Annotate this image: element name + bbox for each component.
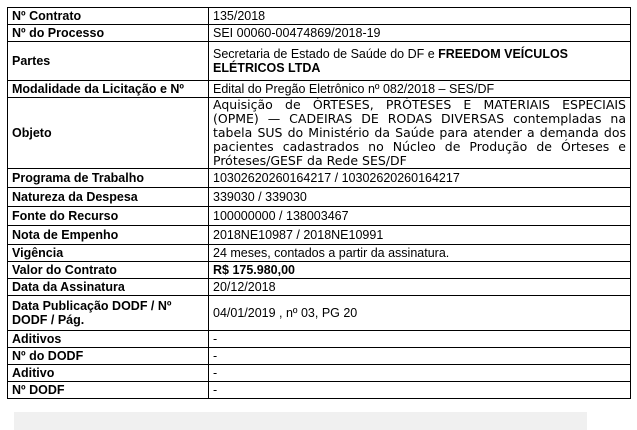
row-objeto [8,98,631,169]
value-aditivos: - [209,331,631,348]
label-valor: Valor do Contrato [8,262,209,279]
value-dodf2: - [209,382,631,399]
value-valor: R$ 175.980,00 [209,262,631,279]
label-fonte: Fonte do Recurso [8,207,209,226]
row-publicacao [8,296,631,331]
value-empenho: 2018NE10987 / 2018NE10991 [209,226,631,245]
row-fonte [8,207,631,226]
value-natureza: 339030 / 339030 [209,188,631,207]
row-vigencia [8,245,631,262]
partes-prefix: Secretaria de Estado de Saúde do DF e [213,47,439,61]
partes-company: FREEDOM VEÍCULOS ELÉTRICOS LTDA [213,47,569,75]
label-dodf1: Nº do DODF [8,348,209,365]
value-dodf1: - [209,348,631,365]
row-valor [8,262,631,279]
label-assinatura: Data da Assinatura [8,279,209,296]
label-objeto: Objeto [8,98,209,169]
label-publicacao: Data Publicação DODF / Nº DODF / Pág. [8,296,209,331]
value-aditivo: - [209,365,631,382]
row-dodf2 [8,382,631,399]
value-partes [209,42,631,81]
row-processo [8,25,631,42]
value-programa: 10302620260164217 / 10302620260164217 [209,169,631,188]
value-publicacao: 04/01/2019 , nº 03, PG 20 [209,296,631,331]
row-dodf1 [8,348,631,365]
label-contrato: Nº Contrato [8,8,209,25]
value-contrato: 135/2018 [209,8,631,25]
label-empenho: Nota de Empenho [8,226,209,245]
row-programa [8,169,631,188]
label-modalidade: Modalidade da Licitação e Nº [8,81,209,98]
value-modalidade: Edital do Pregão Eletrônico nº 082/2018 – SES/DF [209,81,631,98]
row-partes [8,42,631,81]
label-aditivo: Aditivo [8,365,209,382]
row-empenho [8,226,631,245]
row-assinatura [8,279,631,296]
label-processo: Nº do Processo [8,25,209,42]
value-assinatura: 20/12/2018 [209,279,631,296]
label-programa: Programa de Trabalho [8,169,209,188]
row-contrato [8,8,631,25]
value-processo: SEI 00060-00474869/2018-19 [209,25,631,42]
value-objeto: Aquisição de ÓRTESES, PRÓTESES E MATERIAIS ESPECIAIS (OPME) — CADEIRAS DE RODAS DIVERSAS contempladas na tabela SUS do Ministério da Saúde para atender a demanda dos pacientes cadastrados no Núcleo de Produção de Órteses e Próteses/GESF da Rede SES/DF [209,98,631,169]
row-aditivos [8,331,631,348]
row-modalidade [8,81,631,98]
contract-table [7,7,631,399]
value-vigencia: 24 meses, contados a partir da assinatura. [209,245,631,262]
row-aditivo [8,365,631,382]
row-natureza [8,188,631,207]
footer-shade [14,412,587,430]
label-aditivos: Aditivos [8,331,209,348]
label-partes: Partes [8,42,209,81]
label-vigencia: Vigência [8,245,209,262]
label-dodf2: Nº DODF [8,382,209,399]
label-natureza: Natureza da Despesa [8,188,209,207]
value-fonte: 100000000 / 138003467 [209,207,631,226]
